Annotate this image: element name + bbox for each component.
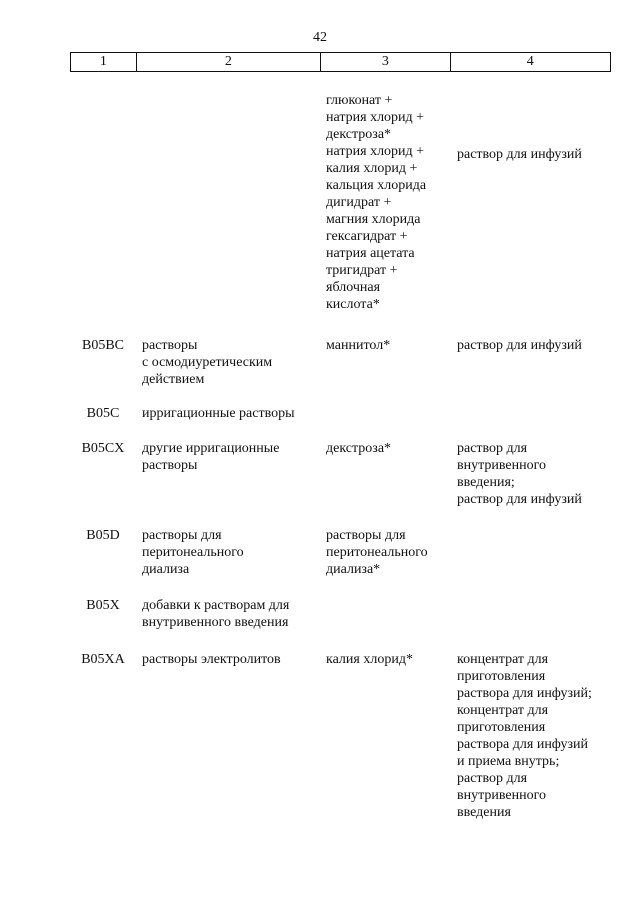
row-3-substance: декстроза* [326, 441, 392, 456]
row-6-form: концентрат для приготовления раствора для инфузий; концентрат для приготовления раствора для инфузий и приема внутрь; раствор для внутривенного введения [457, 652, 592, 820]
row-5-group: добавки к растворам для внутривенного введения [142, 598, 290, 630]
row-4-substance: растворы для перитонеального диализа* [326, 528, 428, 577]
header-col-2: 2 [137, 53, 321, 71]
row-6-group: растворы электролитов [142, 652, 281, 667]
row-3-group: другие ирригационные растворы [142, 441, 280, 473]
row-6-code: B05XA [81, 652, 125, 667]
row-6-substance: калия хлорид* [326, 652, 413, 667]
header-col-4: 4 [526, 54, 534, 69]
row-1-form: раствор для инфузий [457, 338, 582, 353]
row-5-code: B05X [86, 598, 120, 613]
table-header [70, 52, 611, 72]
row-4-code: B05D [86, 528, 120, 543]
header-col-1: 1 [71, 53, 137, 71]
row-4-group: растворы для перитонеального диализа [142, 528, 244, 577]
row-0-substance: глюконат + натрия хлорид + декстроза* натрия хлорид + калия хлорид + кальция хлорида дигидрат + магния хлорида гексагидрат + натрия ацетата тригидрат + яблочная кислота* [326, 93, 427, 312]
row-1-code: B05BC [81, 338, 124, 353]
row-0-form: раствор для инфузий [457, 147, 582, 162]
row-1-group: растворы с осмодиуретическим действием [142, 338, 273, 387]
header-col-3: 3 [321, 53, 451, 71]
row-3-code: B05CX [81, 441, 125, 456]
row-1-substance: маннитол* [326, 338, 391, 353]
row-3-form: раствор для внутривенного введения; раствор для инфузий [457, 441, 582, 507]
row-2-code: B05C [86, 406, 120, 421]
page-number: 42 [313, 30, 327, 45]
row-2-group: ирригационные растворы [142, 406, 295, 421]
